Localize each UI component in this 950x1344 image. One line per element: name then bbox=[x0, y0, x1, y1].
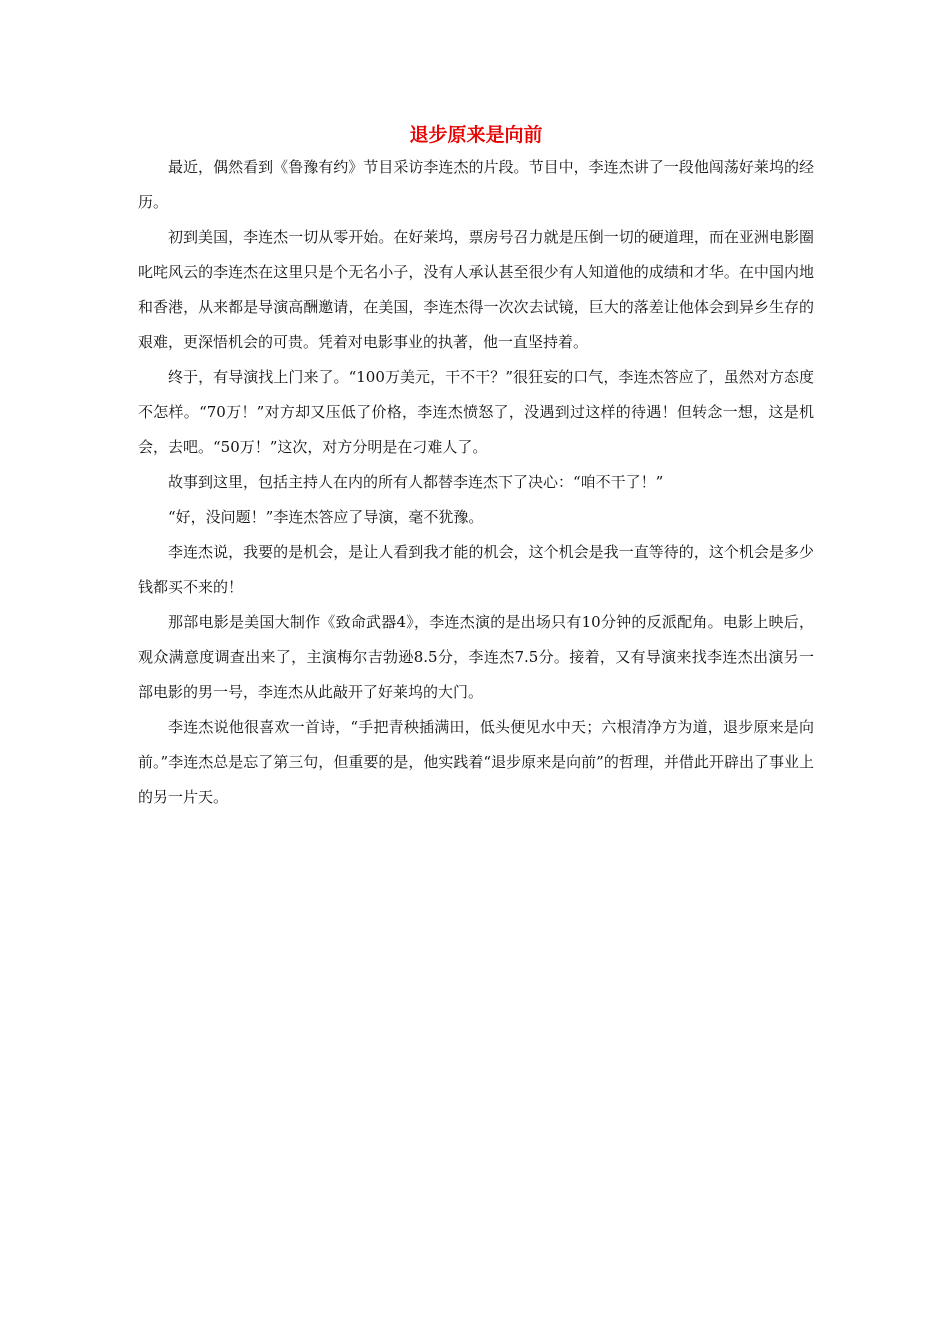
paragraph-3: 终于，有导演找上门来了。“100万美元，干不干？”很狂妄的口气，李连杰答应了，虽然对方态度不怎样。“70万！”对方却又压低了价格，李连杰愤怒了，没遇到过这样的待遇！但转念一想，这是机会，去吧。“50万！”这次，对方分明是在刁难人了。 bbox=[138, 368, 814, 456]
paragraph-1: 最近，偶然看到《鲁豫有约》节目采访李连杰的片段。节目中，李连杰讲了一段他闯荡好莱坞的经历。 bbox=[138, 158, 814, 211]
paragraph-7: 那部电影是美国大制作《致命武器4》，李连杰演的是出场只有10分钟的反派配角。电影上映后，观众满意度调查出来了，主演梅尔吉勃逊8.5分，李连杰7.5分。接着，又有导演来找李连杰出演另一部电影的男一号，李连杰从此敲开了好莱坞的大门。 bbox=[138, 613, 814, 701]
paragraph-8: 李连杰说他很喜欢一首诗，“手把青秧插满田，低头便见水中天；六根清净方为道，退步原来是向前。”李连杰总是忘了第三句，但重要的是，他实践着“退步原来是向前”的哲理，并借此开辟出了事业上的另一片天。 bbox=[138, 718, 814, 806]
paragraph-5: “好，没问题！”李连杰答应了导演，毫不犹豫。 bbox=[168, 508, 484, 526]
paragraph-6: 李连杰说，我要的是机会，是让人看到我才能的机会，这个机会是我一直等待的，这个机会是多少钱都买不来的！ bbox=[138, 543, 814, 596]
document-body bbox=[138, 120, 814, 815]
document-title: 退步原来是向前 bbox=[409, 124, 543, 146]
paragraph-4: 故事到这里，包括主持人在内的所有人都替李连杰下了决心：“咱不干了！” bbox=[168, 473, 664, 491]
paragraph-2: 初到美国，李连杰一切从零开始。在好莱坞，票房号召力就是压倒一切的硬道理，而在亚洲电影圈叱咤风云的李连杰在这里只是个无名小子，没有人承认甚至很少有人知道他的成绩和才华。在中国内地和香港，从来都是导演高酬邀请，在美国，李连杰得一次次去试镜，巨大的落差让他体会到异乡生存的艰难，更深悟机会的可贵。凭着对电影事业的执著，他一直坚持着。 bbox=[138, 228, 814, 351]
